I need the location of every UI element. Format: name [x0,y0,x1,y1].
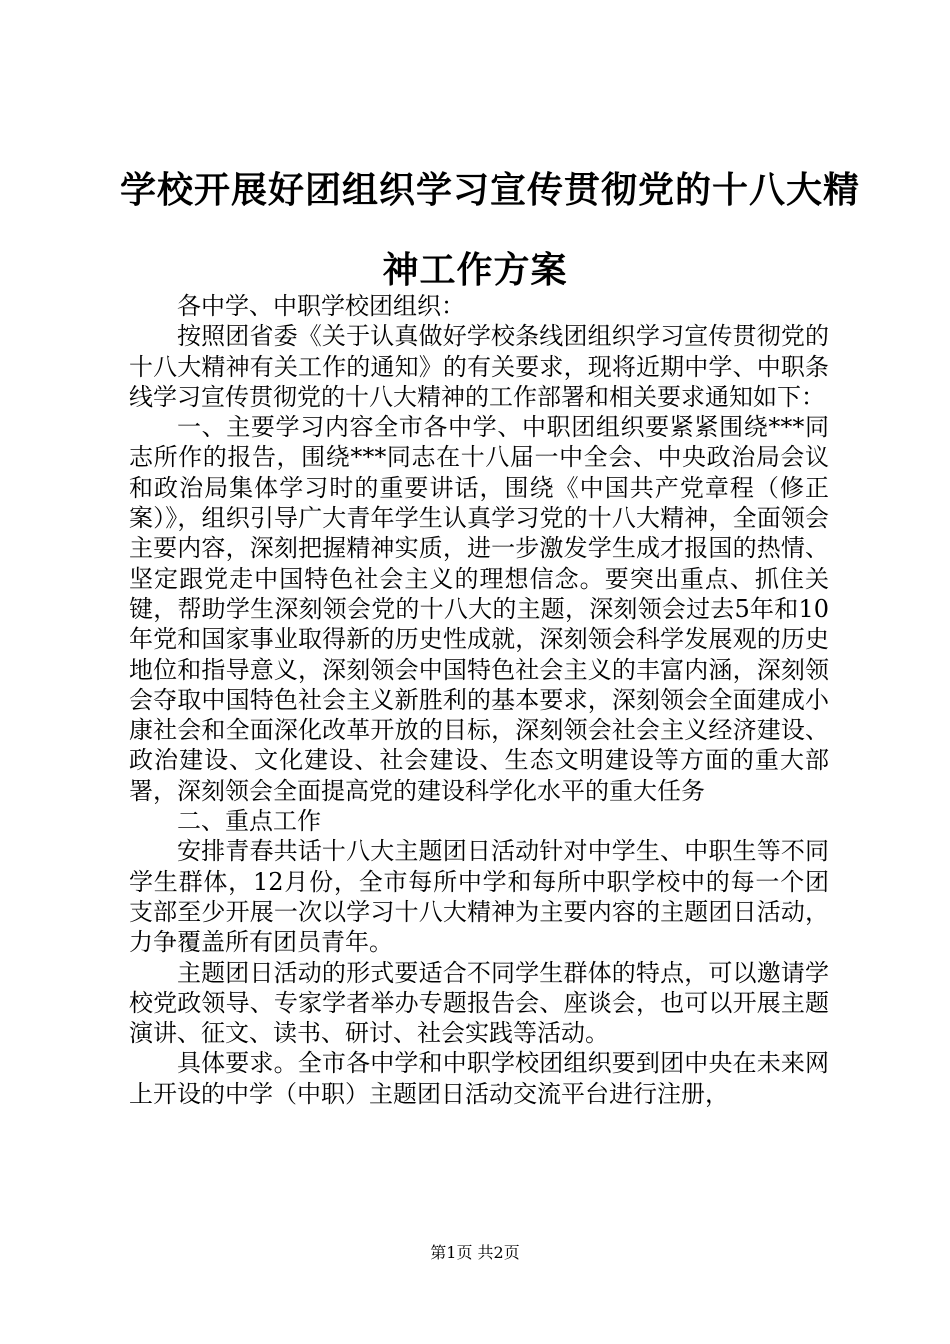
salutation-paragraph: 各中学、中职学校团组织： [177,292,465,320]
requirements-paragraph: 具体要求。全市各中学和中职学校团组织要到团中央在未来网上开设的中学（中职）主题团日活动交流平台进行注册， [129,1049,829,1108]
theme-activity-paragraph: 安排青春共话十八大主题团日活动针对中学生、中职生等不同学生群体，12月份，全市每所中学和每所中职学校中的每一个团支部至少开展一次以学习十八大精神为主要内容的主题团日活动，力争覆盖所有团员青年。 [129,837,829,957]
document-title [120,150,861,310]
document-body [129,291,829,1109]
section-two-heading: 二、重点工作 [177,807,321,836]
section-one-paragraph: 一、主要学习内容全市各中学、中职团组织要紧紧围绕***同志所作的报告，围绕***同志在十八届一中全会、中央政治局会议和政治局集体学习时的重要讲话，围绕《中国共产党章程（修正案）》，组织引导广大青年学生认真学习党的十八大精神，全面领会主要内容，深刻把握精神实质，进一步激发学生成才报国的热情、坚定跟党走中国特色社会主义的理想信念。要突出重点、抓住关键，帮助学生深刻领会党的十八大的主题，深刻领会过去5年和10年党和国家事业取得新的历史性成就，深刻领会科学发展观的历史地位和指导意义，深刻领会中国特色社会主义的丰富内涵，深刻领会夺取中国特色社会主义新胜利的基本要求，深刻领会全面建成小康社会和全面深化改革开放的目标，深刻领会社会主义经济建设、政治建设、文化建设、社会建设、生态文明建设等方面的重大部署，深刻领会全面提高党的建设科学化水平的重大任务 [129,413,829,805]
title-line-1: 学校开展好团组织学习宣传贯彻党的十八大精 [120,169,861,211]
intro-paragraph: 按照团省委《关于认真做好学校条线团组织学习宣传贯彻党的十八大精神有关工作的通知》的有关要求，现将近期中学、中职条线学习宣传贯彻党的十八大精神的工作部署和相关要求通知如下： [129,322,829,411]
activity-format-paragraph: 主题团日活动的形式要适合不同学生群体的特点，可以邀请学校党政领导、专家学者举办专题报告会、座谈会，也可以开展主题演讲、征文、读书、研讨、社会实践等活动。 [129,958,829,1048]
title-line-2: 神工作方案 [382,249,568,291]
page-footer: 第1页 共2页 [430,1243,520,1262]
